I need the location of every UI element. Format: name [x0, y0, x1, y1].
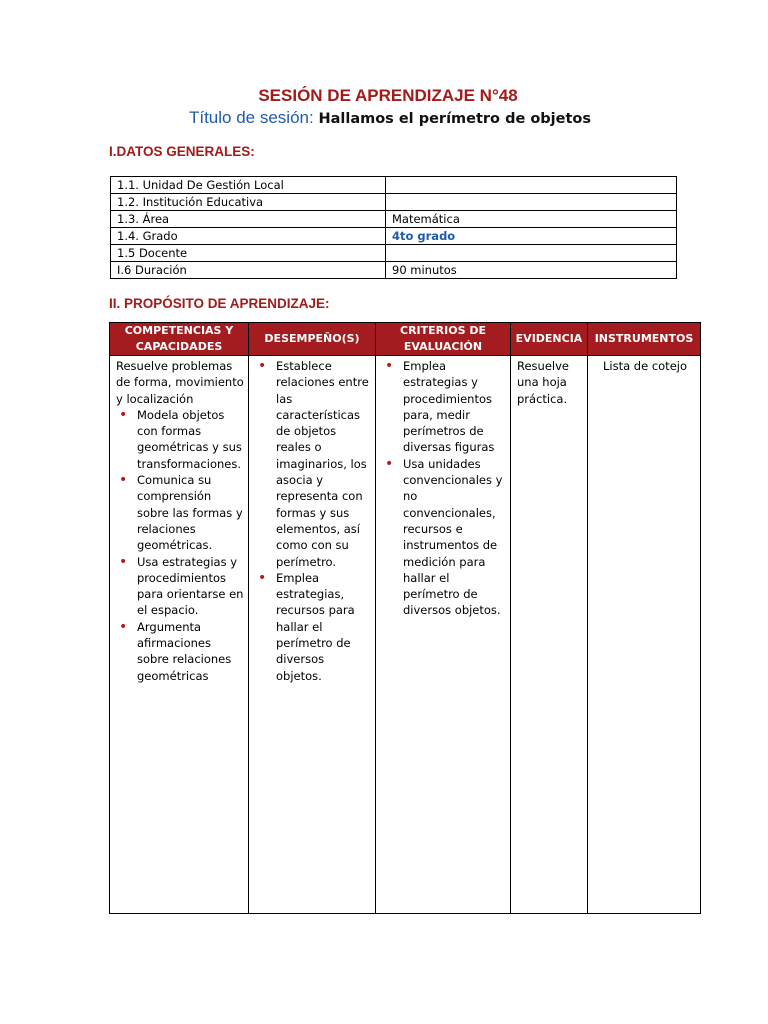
cell-desempenos — [249, 356, 376, 914]
row-label: 1.3. Área — [111, 211, 386, 228]
table-row — [111, 211, 677, 228]
list-item: • Establece relaciones entre las características de objetos reales o imaginarios, los asocia y representa con formas y sus elementos, así como con su perímetro. — [255, 358, 371, 570]
subtitle-label: Título de sesión: — [188, 108, 314, 127]
header-desempenos: DESEMPEÑO(S) — [249, 323, 376, 356]
cell-instrumento: Lista de cotejo — [588, 356, 701, 914]
row-value — [386, 177, 677, 194]
list-item: • Usa estrategias y procedimientos para orientarse en el espacio. — [116, 554, 244, 619]
table-row — [111, 228, 677, 245]
general-data-table — [110, 176, 677, 279]
list-item: • Argumenta afirmaciones sobre relaciones geométricas — [116, 619, 244, 684]
row-value — [386, 245, 677, 262]
header-criterios: CRITERIOS DE EVALUACIÓN — [376, 323, 511, 356]
list-item: • Comunica su comprensión sobre las formas y relaciones geométricas. — [116, 472, 244, 553]
table-row — [110, 356, 701, 914]
cell-criterios — [376, 356, 511, 914]
row-value — [386, 194, 677, 211]
capacidades-list — [116, 407, 244, 684]
session-subtitle — [0, 108, 768, 128]
list-item: • Modela objetos con formas geométricas y sus transformaciones. — [116, 407, 244, 472]
subtitle-value: Hallamos el perímetro de objetos — [318, 111, 592, 127]
section-heading-general: I.DATOS GENERALES: — [109, 144, 255, 159]
session-title: SESIÓN DE APRENDIZAJE N°48 — [258, 86, 518, 105]
row-label: 1.2. Institución Educativa — [111, 194, 386, 211]
cell-evidencia: Resuelve una hoja práctica. — [511, 356, 588, 914]
row-value: 90 minutos — [386, 262, 677, 279]
header-evidencia: EVIDENCIA — [511, 323, 588, 356]
row-label: 1.4. Grado — [111, 228, 386, 245]
criterios-list — [382, 358, 506, 619]
list-item: • Usa unidades convencionales y no convencionales, recursos e instrumentos de medición para hallar el perímetro de diversos objetos. — [382, 456, 506, 619]
table-row — [111, 245, 677, 262]
table-row — [111, 262, 677, 279]
purpose-table — [109, 322, 701, 914]
competencia-intro: Resuelve problemas de forma, movimiento y localización — [116, 359, 244, 406]
row-value: Matemática — [386, 211, 677, 228]
table-row — [111, 177, 677, 194]
section-heading-purpose: II. PROPÓSITO DE APRENDIZAJE: — [109, 296, 330, 311]
table-header-row — [110, 323, 701, 356]
desempenos-list — [255, 358, 371, 684]
row-label: 1.1. Unidad De Gestión Local — [111, 177, 386, 194]
table-row — [111, 194, 677, 211]
list-item: • Emplea estrategias, recursos para hallar el perímetro de diversos objetos. — [255, 570, 371, 684]
row-label: I.6 Duración — [111, 262, 386, 279]
header-competencias: COMPETENCIAS Y CAPACIDADES — [110, 323, 249, 356]
list-item: • Emplea estrategias y procedimientos para, medir perímetros de diversas figuras — [382, 358, 506, 456]
row-label: 1.5 Docente — [111, 245, 386, 262]
header-instrumentos: INSTRUMENTOS — [588, 323, 701, 356]
cell-competencias — [110, 356, 249, 914]
row-value: 4to grado — [386, 228, 677, 245]
